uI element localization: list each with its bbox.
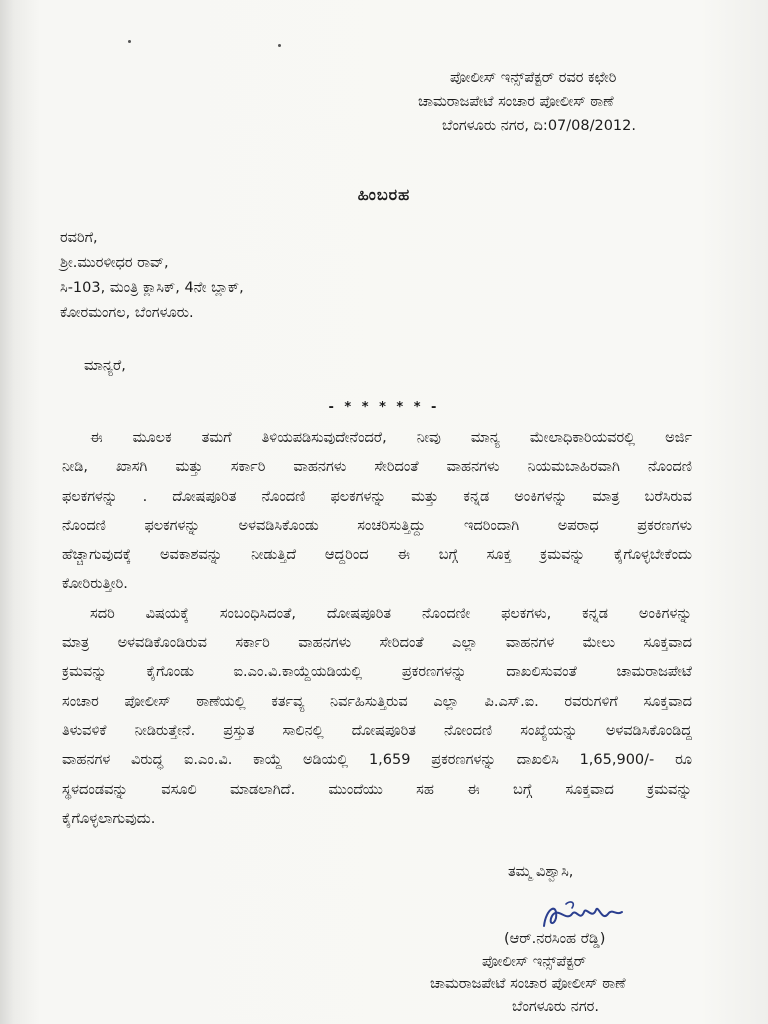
place-date: ಬೆಂಗಳೂರು ನಗರ, ದಿ:07/08/2012. xyxy=(442,118,636,134)
salutation: ಮಾನ್ಯರೆ, xyxy=(84,358,126,374)
signatory-station: ಚಾಮರಾಜಪೇಟೆ ಸಂಚಾರ ಪೋಲೀಸ್ ಠಾಣೆ xyxy=(430,976,626,992)
body-line: ಸ್ಥಳದಂಡವನ್ನು ವಸೂಲಿ ಮಾಡಲಾಗಿದೆ. ಮುಂದೆಯು ಸಹ ಈ ಬಗ್ಗೆ ಸೂಕ್ತವಾದ ಕ್ರಮವನ್ನು xyxy=(62,781,692,798)
office-header xyxy=(418,66,758,138)
body-line: ಸದರಿ ವಿಷಯಕ್ಕೆ ಸಂಬಂಧಿಸಿದಂತೆ, ದೋಷಪೂರಿತ ನೊಂದಣೀ ಫಲಕಗಳು, ಕನ್ನಡ ಅಂಕಿಗಳನ್ನು xyxy=(90,605,692,622)
letter-title: ಹಿಂಬರಹ xyxy=(357,185,411,204)
office-name: ಪೋಲೀಸ್ ಇನ್ಸ್‌ಪೆಕ್ಟರ್ ರವರ ಕಛೇರಿ xyxy=(450,70,617,86)
scan-speck xyxy=(278,44,281,47)
body-line: ತಿಳುವಳಿಕೆ ನೀಡಿರುತ್ತೇನೆ. ಪ್ರಸ್ತುತ ಸಾಲಿನಲ್ಲಿ ದೋಷಪೂರಿತ ನೋಂದಣಿ ಸಂಖ್ಯೆಯನ್ನು ಅಳವಡಿಸಿಕೊಂಡಿದ್ದ xyxy=(62,722,692,739)
body-line: ಈ ಮೂಲಕ ತಮಗೆ ತಿಳಿಯಪಡಿಸುವುದೇನೆಂದರೆ, ನೀವು ಮಾನ್ಯ ಮೇಲಾಧಿಕಾರಿಯವರಲ್ಲಿ ಅರ್ಜಿ xyxy=(90,430,692,446)
signature-block xyxy=(430,928,730,1018)
separator: - * * * * * - xyxy=(328,400,440,415)
signatory-city: ಬೆಂಗಳೂರು ನಗರ. xyxy=(512,998,599,1015)
body-line: ಫಲಕಗಳನ್ನು . ದೋಷಪೂರಿತ ನೊಂದಣಿ ಫಲಕಗಳನ್ನು ಮತ್ತು ಕನ್ನಡ ಅಂಕಿಗಳನ್ನು ಮಾತ್ರ ಬರೆಸಿರುವ xyxy=(62,488,692,505)
closing-remark: ತಮ್ಮ ವಿಶ್ವಾಸಿ, xyxy=(508,864,574,880)
body-line: ಮಾತ್ರ ಅಳವಡಿಕೊಂಡಿರುವ ಸರ್ಕಾರಿ ವಾಹನಗಳು ಸೇರಿದಂತೆ ಎಲ್ಲಾ ವಾಹನಗಳ ಮೇಲು ಸೂಕ್ತವಾದ xyxy=(62,635,692,652)
recipient-address xyxy=(60,226,244,326)
letter-body xyxy=(62,424,692,834)
body-line: ಕ್ರಮವನ್ನು ಕೈಗೊಂಡು ಐ.ಎಂ.ವಿ.ಕಾಯ್ದೆಯಡಿಯಲ್ಲಿ ಪ್ರಕರಣಗಳನ್ನು ದಾಖಲಿಸುವಂತೆ ಚಾಮರಾಜಪೇಟೆ xyxy=(62,664,692,681)
station-name: ಚಾಮರಾಜಪೇಟೆ ಸಂಚಾರ ಪೋಲೀಸ್ ಠಾಣೆ xyxy=(418,94,614,110)
signatory-name: (ಆರ್.ನರಸಿಂಹ ರೆಡ್ಡಿ) xyxy=(504,931,606,947)
body-line: ವಾಹನಗಳ ವಿರುದ್ಧ ಐ.ಎಂ.ವಿ. ಕಾಯ್ದೆ ಅಡಿಯಲ್ಲಿ 1,659 ಪ್ರಕರಣಗಳನ್ನು ದಾಖಲಿಸಿ 1,65,900/- ರೂ xyxy=(62,752,692,769)
body-line: ಕೈಗೊಳ್ಳಲಾಗುವುದು. xyxy=(62,810,156,827)
scan-speck xyxy=(128,40,131,43)
body-line: ಹೆಚ್ಚಾಗುವುದಕ್ಕೆ ಅವಕಾಶವನ್ನು ನೀಡುತ್ತಿದೆ ಆದ್ದರಿಂದ ಈ ಬಗ್ಗೆ ಸೂಕ್ತ ಕ್ರಮವನ್ನು ಕೈಗೊಳ್ಳಬೇಕೆಂದು xyxy=(62,547,692,564)
recipient-name: ಶ್ರೀ.ಮುರಳೀಧರ ರಾವ್, xyxy=(60,255,169,271)
body-line: ಕೋರಿರುತ್ತೀರಿ. xyxy=(62,576,128,593)
body-line: ಸಂಚಾರ ಪೋಲೀಸ್ ಠಾಣೆಯಲ್ಲಿ ಕರ್ತವ್ಯ ನಿರ್ವಹಿಸುತ್ತಿರುವ ಎಲ್ಲಾ ಪಿ.ಎಸ್.ಐ. ರವರುಗಳಿಗೆ ಸೂಕ್ತವಾದ xyxy=(62,693,692,710)
recipient-address-line: ಸಿ-103, ಮಂತ್ರಿ ಕ್ಲಾಸಿಕ್, 4ನೇ ಬ್ಲಾಕ್, xyxy=(60,280,244,296)
recipient-city: ಕೋರಮಂಗಲ, ಬೆಂಗಳೂರು. xyxy=(60,305,194,321)
signatory-designation: ಪೋಲೀಸ್ ಇನ್ಸ್‌ಪೆಕ್ಟರ್ xyxy=(482,953,587,970)
body-line: ನೊಂದಣಿ ಫಲಕಗಳನ್ನು ಅಳವಡಿಸಿಕೊಂಡು ಸಂಚರಿಸುತ್ತಿದ್ದು ಇದರಿಂದಾಗಿ ಅಪರಾಧ ಪ್ರಕರಣಗಳು xyxy=(62,517,692,534)
body-line: ನೀಡಿ, ಖಾಸಗಿ ಮತ್ತು ಸರ್ಕಾರಿ ವಾಹನಗಳು ಸೇರಿದಂತೆ ವಾಹನಗಳು ನಿಯಮಬಾಹಿರವಾಗಿ ನೊಂದಣಿ xyxy=(62,459,692,476)
recipient-to: ರವರಿಗೆ, xyxy=(60,230,98,246)
